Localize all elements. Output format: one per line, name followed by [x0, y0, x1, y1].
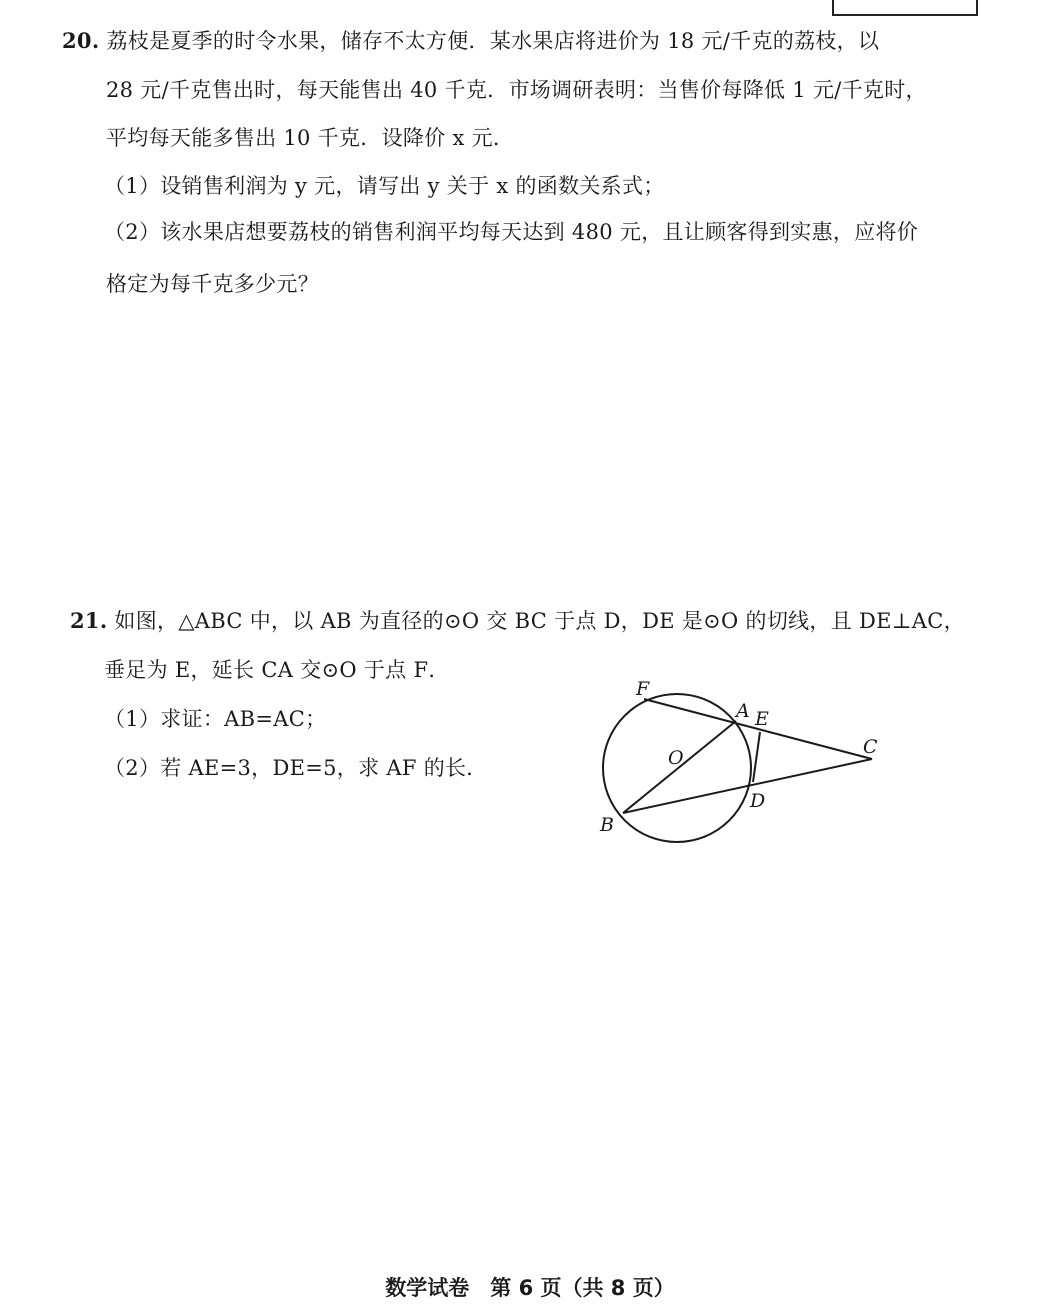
q20-line-2: 28 元/千克售出时，每天能售出 40 千克．市场调研表明：当售价每降低 1 元/千克时，: [106, 78, 927, 102]
q20-line-1: [62, 27, 879, 55]
label-d: D: [750, 790, 766, 812]
page-footer: 数学试卷 第 6 页（共 8 页）: [385, 1276, 675, 1300]
q21-text-1: 如图，△ABC 中，以 AB 为直径的⊙O 交 BC 于点 D，DE 是⊙O 的切线，且 DE⊥AC，: [114, 609, 965, 633]
label-e: E: [755, 708, 769, 730]
q20-line-3: 平均每天能多售出 10 千克．设降价 x 元．: [106, 126, 515, 150]
label-b: B: [600, 814, 614, 836]
segment-de: [753, 732, 760, 782]
q21-part-2: （2）若 AE=3，DE=5，求 AF 的长．: [104, 756, 488, 780]
score-box: [832, 0, 978, 16]
label-o: O: [668, 747, 684, 769]
q20-part-1: （1）设销售利润为 y 元，请写出 y 关于 x 的函数关系式；: [104, 174, 665, 198]
q20-line-6: 格定为每千克多少元？: [106, 272, 319, 296]
q21-number: 21.: [70, 608, 108, 633]
label-a: A: [736, 700, 750, 722]
q21-line-1: [70, 607, 965, 635]
geometry-figure: [590, 675, 900, 850]
label-f: F: [636, 678, 650, 700]
q20-part-2: （2）该水果店想要荔枝的销售利润平均每天达到 480 元，且让顾客得到实惠，应将价: [104, 220, 919, 244]
q21-part-1: （1）求证：AB=AC；: [104, 707, 327, 731]
geometry-figure-svg: [590, 675, 900, 850]
label-c: C: [863, 736, 878, 758]
segment-bc: [623, 759, 872, 813]
q20-text-1: 荔枝是夏季的时令水果，储存不太方便．某水果店将进价为 18 元/千克的荔枝，以: [106, 29, 880, 53]
q21-line-2: 垂足为 E，延长 CA 交⊙O 于点 F．: [104, 658, 450, 682]
q20-number: 20.: [62, 28, 100, 53]
